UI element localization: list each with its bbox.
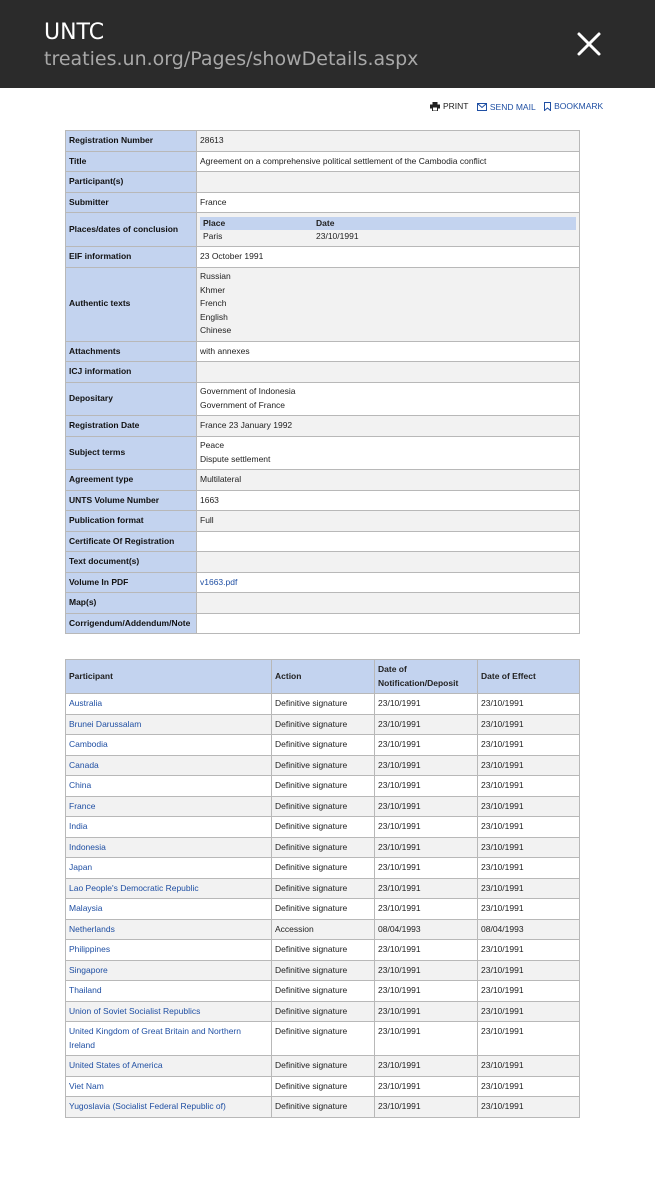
detail-row-corrigendum (66, 613, 580, 634)
table-row (66, 1076, 580, 1097)
detail-value: 28613 (197, 131, 580, 152)
depositary-item: Government of France (200, 399, 286, 410)
language-item: Chinese (200, 325, 232, 336)
table-row (66, 817, 580, 838)
participant-link[interactable]: Philippines (69, 944, 111, 954)
detail-value (197, 593, 580, 614)
participant-link[interactable]: Yugoslavia (Socialist Federal Republic of) (69, 1101, 226, 1111)
detail-label: Submitter (66, 192, 197, 213)
detail-value: with annexes (197, 341, 580, 362)
effect-date-cell: 23/10/1991 (478, 714, 580, 735)
participant-link[interactable]: Indonesia (69, 841, 106, 852)
table-row (66, 858, 580, 879)
action-cell: Definitive signature (272, 960, 375, 981)
language-item: French (200, 298, 227, 309)
detail-label: Places/dates of conclusion (66, 213, 197, 247)
detail-label: Subject terms (66, 436, 197, 470)
mail-icon (477, 103, 487, 111)
participant-link[interactable]: France (69, 800, 96, 811)
action-cell: Definitive signature (272, 735, 375, 756)
participant-cell (66, 878, 272, 899)
participant-link[interactable]: India (69, 821, 88, 831)
notification-date-cell: 23/10/1991 (375, 858, 478, 879)
participant-link[interactable]: Malaysia (69, 903, 103, 913)
table-row (66, 899, 580, 920)
detail-row-places-dates (66, 213, 580, 247)
participant-link[interactable]: Singapore (69, 964, 108, 975)
participant-cell (66, 1097, 272, 1118)
detail-row-certificate (66, 531, 580, 552)
language-item: Russian (200, 271, 231, 282)
table-row (66, 694, 580, 715)
participants-table (65, 659, 580, 1118)
notification-date-cell: 23/10/1991 (375, 1097, 478, 1118)
detail-value (197, 531, 580, 552)
action-cell: Definitive signature (272, 776, 375, 797)
table-row (66, 1022, 580, 1056)
effect-date-cell: 23/10/1991 (478, 878, 580, 899)
participant-cell (66, 1076, 272, 1097)
effect-date-cell: 23/10/1991 (478, 1056, 580, 1077)
participant-link[interactable]: Thailand (69, 985, 102, 995)
detail-row-participants (66, 172, 580, 193)
participant-link[interactable]: Union of Soviet Socialist Republics (69, 1005, 201, 1016)
participant-cell (66, 837, 272, 858)
action-cell: Definitive signature (272, 1001, 375, 1022)
bookmark-label: BOOKMARK (554, 101, 604, 111)
detail-label: EIF information (66, 247, 197, 268)
bookmark-button[interactable] (544, 101, 603, 111)
participant-link[interactable]: Viet Nam (69, 1080, 104, 1091)
subject-term: Peace (200, 440, 225, 451)
detail-row-publication-format (66, 511, 580, 532)
table-row (66, 837, 580, 858)
date-header: Date (313, 217, 576, 230)
participant-cell (66, 1001, 272, 1022)
participant-link[interactable]: Japan (69, 862, 93, 872)
notification-date-cell: 23/10/1991 (375, 735, 478, 756)
notification-date-cell: 23/10/1991 (375, 899, 478, 920)
detail-label: Publication format (66, 511, 197, 532)
effect-date-cell: 23/10/1991 (478, 981, 580, 1002)
effect-date-cell: 23/10/1991 (478, 960, 580, 981)
notification-date-cell: 23/10/1991 (375, 1001, 478, 1022)
page-title: UNTC (44, 20, 105, 45)
send-mail-label: SEND MAIL (489, 101, 536, 112)
place-header: Place (200, 217, 313, 230)
participant-link[interactable]: Cambodia (69, 739, 108, 749)
detail-label: Volume In PDF (66, 572, 197, 593)
page-toolbar (430, 101, 609, 115)
action-cell: Accession (272, 919, 375, 940)
detail-value (197, 362, 580, 383)
notification-date-cell: 23/10/1991 (375, 817, 478, 838)
detail-label: UNTS Volume Number (66, 490, 197, 511)
printer-icon (430, 102, 440, 111)
participant-cell (66, 960, 272, 981)
table-row (66, 981, 580, 1002)
notification-date-cell: 23/10/1991 (375, 837, 478, 858)
participant-link[interactable]: Lao People's Democratic Republic (69, 882, 199, 893)
places-dates-table (200, 217, 576, 243)
detail-value: France (197, 192, 580, 213)
detail-value: 23 October 1991 (197, 247, 580, 268)
volume-pdf-link[interactable]: v1663.pdf (200, 576, 238, 587)
detail-label: Registration Date (66, 416, 197, 437)
detail-value: 1663 (197, 490, 580, 511)
notification-date-cell: 23/10/1991 (375, 1022, 478, 1056)
detail-row-unts-volume (66, 490, 580, 511)
detail-label: Text document(s) (66, 552, 197, 573)
effect-date-cell: 23/10/1991 (478, 837, 580, 858)
effect-date-cell: 23/10/1991 (478, 776, 580, 797)
detail-value (197, 613, 580, 634)
table-row (66, 878, 580, 899)
participant-link[interactable]: Australia (69, 698, 103, 708)
detail-row-icj (66, 362, 580, 383)
detail-value (197, 267, 580, 341)
detail-row-registration-date (66, 416, 580, 437)
detail-value: France 23 January 1992 (197, 416, 580, 437)
detail-row-maps (66, 593, 580, 614)
detail-label: Registration Number (66, 131, 197, 152)
notification-date-cell: 23/10/1991 (375, 1056, 478, 1077)
participant-cell (66, 1056, 272, 1077)
participant-cell (66, 899, 272, 920)
table-row (66, 940, 580, 961)
effect-date-cell: 23/10/1991 (478, 735, 580, 756)
subject-term: Dispute settlement (200, 453, 271, 464)
participant-cell (66, 858, 272, 879)
effect-date-cell: 23/10/1991 (478, 940, 580, 961)
detail-label: ICJ information (66, 362, 197, 383)
detail-row-submitter (66, 192, 580, 213)
browser-header (0, 0, 655, 88)
detail-row-eif (66, 247, 580, 268)
participant-cell (66, 919, 272, 940)
detail-row-authentic-texts (66, 267, 580, 341)
column-header-date-effect[interactable]: Date of Effect (478, 660, 580, 694)
effect-date-cell: 23/10/1991 (478, 1076, 580, 1097)
detail-value (197, 382, 580, 416)
participant-cell (66, 755, 272, 776)
participant-link[interactable]: United States of America (69, 1060, 163, 1070)
notification-date-cell: 23/10/1991 (375, 940, 478, 961)
detail-label: Corrigendum/Addendum/Note (66, 613, 197, 634)
participant-cell (66, 796, 272, 817)
detail-row-attachments (66, 341, 580, 362)
detail-value: Agreement on a comprehensive political settlement of the Cambodia conflict (197, 151, 580, 172)
place-value: Paris (203, 230, 223, 241)
column-header-action[interactable]: Action (272, 660, 375, 694)
participants-header-row (66, 660, 580, 694)
detail-label: Agreement type (66, 470, 197, 491)
action-cell: Definitive signature (272, 981, 375, 1002)
action-cell: Definitive signature (272, 878, 375, 899)
language-item: English (200, 311, 228, 322)
column-header-participant[interactable]: Participant (66, 660, 272, 694)
detail-value (197, 436, 580, 470)
effect-date-cell: 23/10/1991 (478, 1097, 580, 1118)
participant-link[interactable]: United Kingdom of Great Britain and Northern Ireland (69, 1026, 241, 1050)
detail-row-text-documents (66, 552, 580, 573)
action-cell: Definitive signature (272, 796, 375, 817)
participant-link[interactable]: Brunei Darussalam (69, 718, 142, 729)
participant-cell (66, 1022, 272, 1056)
action-cell: Definitive signature (272, 1056, 375, 1077)
language-item: Khmer (200, 284, 226, 295)
action-cell: Definitive signature (272, 837, 375, 858)
participant-cell (66, 776, 272, 797)
action-cell: Definitive signature (272, 1076, 375, 1097)
action-cell: Definitive signature (272, 714, 375, 735)
effect-date-cell: 08/04/1993 (478, 919, 580, 940)
detail-label: Depositary (66, 382, 197, 416)
action-cell: Definitive signature (272, 817, 375, 838)
effect-date-cell: 23/10/1991 (478, 1022, 580, 1056)
depositary-item: Government of Indonesia (200, 386, 296, 397)
notification-date-cell: 23/10/1991 (375, 960, 478, 981)
notification-date-cell: 23/10/1991 (375, 694, 478, 715)
detail-row-title (66, 151, 580, 172)
action-cell: Definitive signature (272, 940, 375, 961)
table-row (66, 960, 580, 981)
participant-cell (66, 981, 272, 1002)
notification-date-cell: 23/10/1991 (375, 981, 478, 1002)
participant-cell (66, 694, 272, 715)
participant-cell (66, 940, 272, 961)
effect-date-cell: 23/10/1991 (478, 1001, 580, 1022)
table-row (66, 1097, 580, 1118)
print-button[interactable] (430, 101, 469, 111)
table-row (66, 714, 580, 735)
notification-date-cell: 23/10/1991 (375, 755, 478, 776)
table-row (66, 919, 580, 940)
detail-label: Map(s) (66, 593, 197, 614)
detail-value: Full (197, 511, 580, 532)
notification-date-cell: 23/10/1991 (375, 1076, 478, 1097)
treaty-details-table (65, 130, 580, 634)
action-cell: Definitive signature (272, 1097, 375, 1118)
detail-label: Certificate Of Registration (66, 531, 197, 552)
detail-row-depositary (66, 382, 580, 416)
effect-date-cell: 23/10/1991 (478, 817, 580, 838)
action-cell: Definitive signature (272, 899, 375, 920)
participant-cell (66, 735, 272, 756)
action-cell: Definitive signature (272, 694, 375, 715)
table-row (66, 776, 580, 797)
table-row (66, 1001, 580, 1022)
detail-row-registration-number (66, 131, 580, 152)
notification-date-cell: 23/10/1991 (375, 796, 478, 817)
detail-row-subject-terms (66, 436, 580, 470)
detail-value: Multilateral (197, 470, 580, 491)
close-icon[interactable] (573, 28, 605, 60)
detail-label: Attachments (66, 341, 197, 362)
notification-date-cell: 08/04/1993 (375, 919, 478, 940)
participant-cell (66, 817, 272, 838)
table-row (66, 755, 580, 776)
notification-date-cell: 23/10/1991 (375, 776, 478, 797)
print-label: PRINT (443, 101, 469, 111)
action-cell: Definitive signature (272, 1022, 375, 1056)
participant-link[interactable]: Netherlands (69, 923, 115, 934)
detail-row-volume-pdf (66, 572, 580, 593)
date-value: 23/10/1991 (316, 230, 359, 241)
url-text[interactable]: treaties.un.org/Pages/showDetails.aspx (44, 48, 419, 70)
table-row (66, 796, 580, 817)
action-cell: Definitive signature (272, 755, 375, 776)
detail-row-agreement-type (66, 470, 580, 491)
notification-date-cell: 23/10/1991 (375, 878, 478, 899)
notification-date-cell: 23/10/1991 (375, 714, 478, 735)
effect-date-cell: 23/10/1991 (478, 694, 580, 715)
participant-link[interactable]: China (69, 780, 92, 790)
detail-label: Authentic texts (66, 267, 197, 341)
detail-value (197, 552, 580, 573)
participants-body (66, 694, 580, 1118)
table-row (66, 1056, 580, 1077)
effect-date-cell: 23/10/1991 (478, 755, 580, 776)
effect-date-cell: 23/10/1991 (478, 796, 580, 817)
participant-link[interactable]: Canada (69, 759, 99, 770)
detail-label: Participant(s) (66, 172, 197, 193)
detail-value (197, 172, 580, 193)
participant-cell (66, 714, 272, 735)
detail-label: Title (66, 151, 197, 172)
action-cell: Definitive signature (272, 858, 375, 879)
column-header-date-notification[interactable]: Date of Notification/Deposit (375, 660, 478, 694)
effect-date-cell: 23/10/1991 (478, 899, 580, 920)
bookmark-icon (544, 102, 551, 111)
send-mail-button[interactable] (477, 102, 536, 112)
table-row (66, 735, 580, 756)
effect-date-cell: 23/10/1991 (478, 858, 580, 879)
